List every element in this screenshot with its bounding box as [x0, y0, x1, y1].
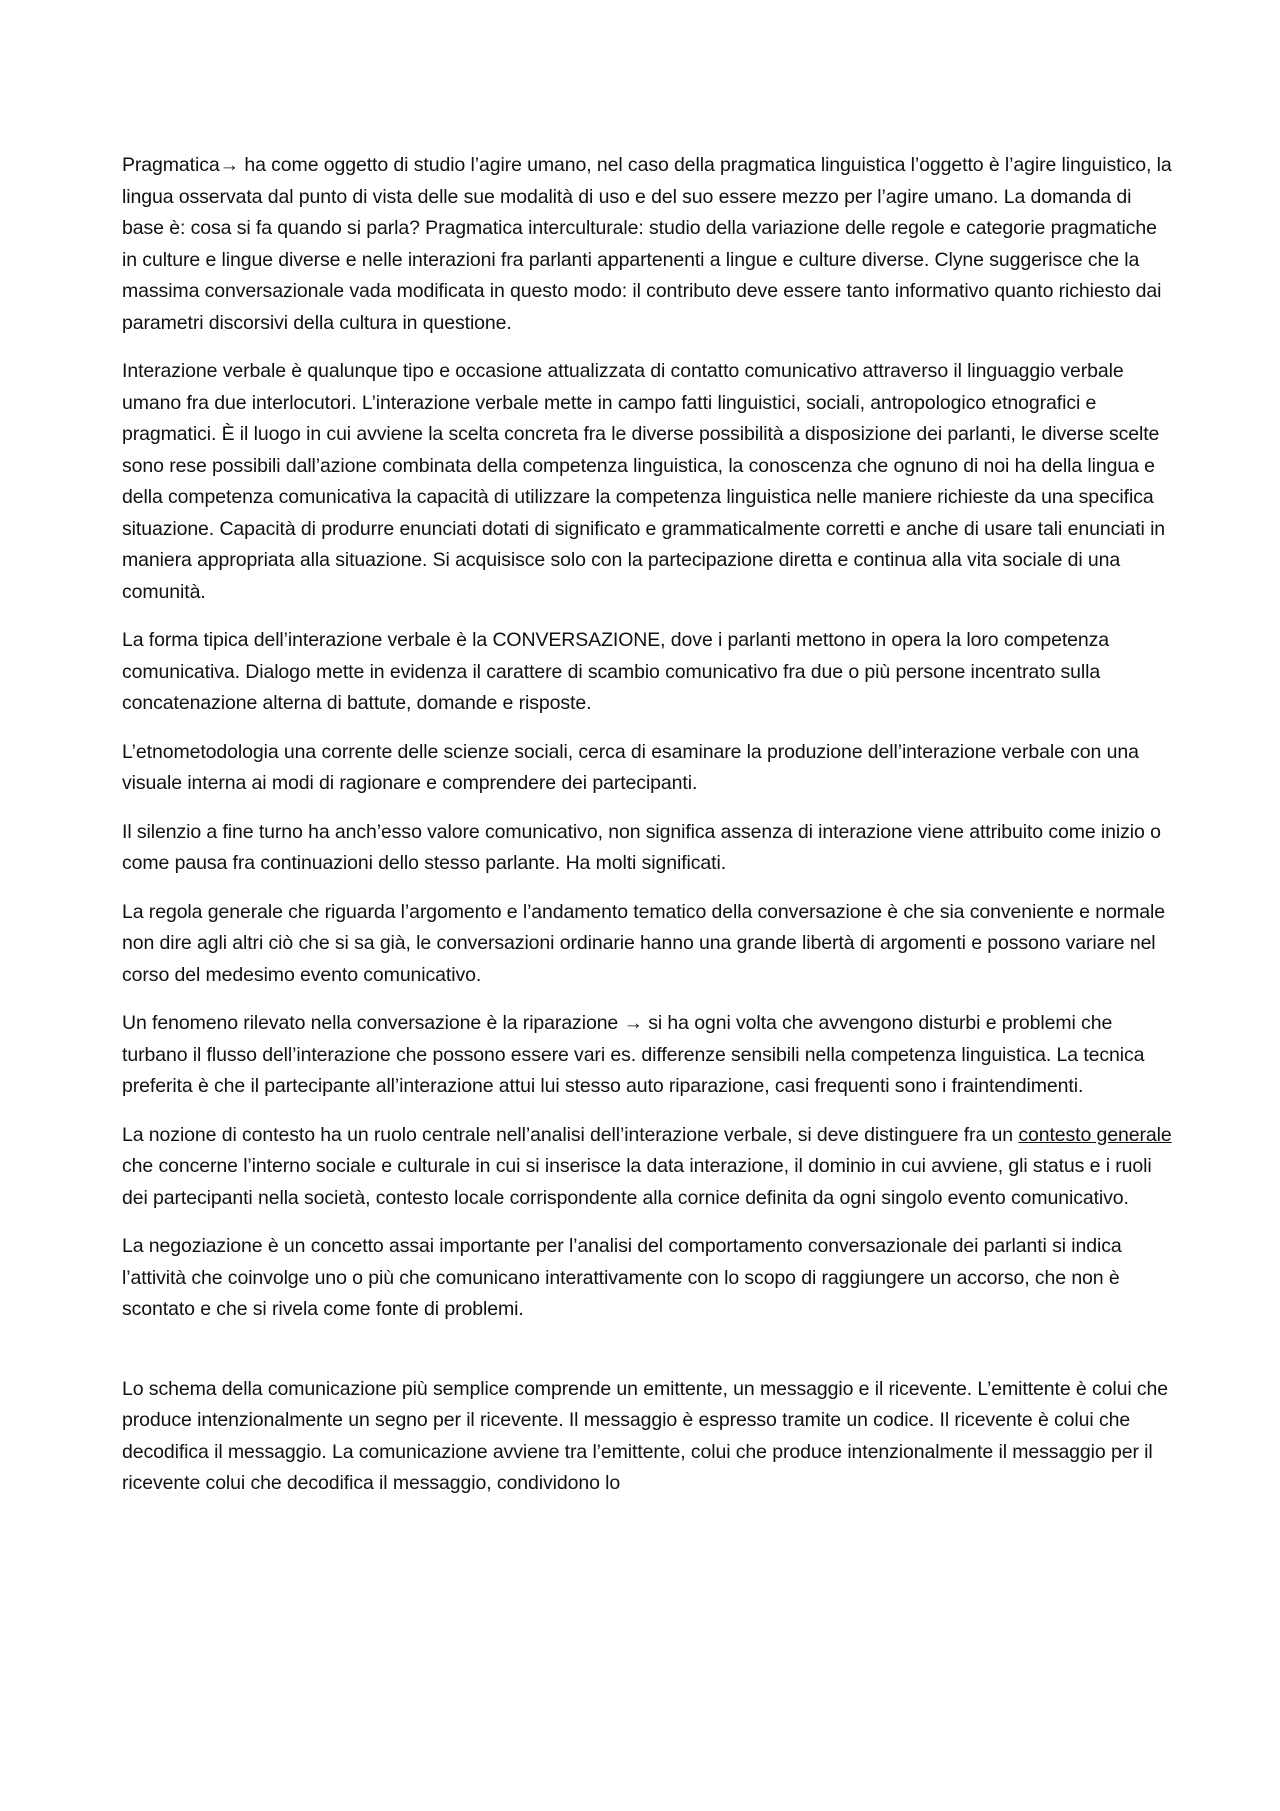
arrow-right-icon: →	[623, 1012, 643, 1034]
paragraph-regola-generale: La regola generale che riguarda l’argomento e l’andamento tematico della conversazione è che sia conveniente e normale non dire agli altri ciò che si sa già, le conversazioni ordinarie hanno una grande libertà di argomenti e possono variare nel corso del medesimo evento comunicativo.	[122, 900, 1165, 986]
paragraph-negoziazione: La negoziazione è un concetto assai importante per l’analisi del comportamento conversazionale dei parlanti si indica l’attività che coinvolge uno o più che comunicano interattivamente con lo scopo di raggiungere un accorso, che non è scontato e che si rivela come fonte di problemi.	[122, 1235, 1122, 1320]
paragraph-pragmatica	[122, 150, 1172, 339]
paragraph-contesto	[122, 1120, 1172, 1215]
term-pragmatica: Pragmatica	[122, 154, 220, 176]
paragraph-text: ha come oggetto di studio l’agire umano, nel caso della pragmatica linguistica l’oggetto è l’agire linguistico, la lingua osservata dal punto di vista delle sue modalità di uso e del suo essere mezzo per l’agire umano. La domanda di base è: cosa si fa quando si parla? Pragmatica interculturale: studio della variazione delle regole e categorie pragmatiche in culture e lingue diverse e nelle interazioni fra parlanti appartenenti a lingue e culture diverse. Clyne suggerisce che la massima conversazionale vada modificata in questo modo: il contributo deve essere tanto informativo quanto richiesto dai parametri discorsivi della cultura in questione.	[122, 154, 1172, 334]
paragraph-text: La nozione di contesto ha un ruolo centrale nell’analisi dell’interazione verbale, si deve distinguere fra un	[122, 1123, 1019, 1146]
paragraph-interazione-verbale: Interazione verbale è qualunque tipo e occasione attualizzata di contatto comunicativo attraverso il linguaggio verbale umano fra due interlocutori. L’interazione verbale mette in campo fatti linguistici, sociali, antropologico etnografici e pragmatici. È il luogo in cui avviene la scelta concreta fra le diverse possibilità a disposizione dei parlanti, le diverse scelte sono rese possibili dall’azione combinata della competenza linguistica, la conoscenza che ognuno di noi ha della lingua e della competenza comunicativa la capacità di utilizzare la competenza linguistica nelle maniere richieste da una specifica situazione. Capacità di produrre enunciati dotati di significato e grammaticalmente corretti e anche di usare tali enunciati in maniera appropriata alla situazione. Si acquisisce solo con la partecipazione diretta e continua alla vita sociale di una comunità.	[122, 360, 1166, 603]
paragraph-etnometodologia: L’etnometodologia una corrente delle scienze sociali, cerca di esaminare la produzione dell’interazione verbale con una visuale interna ai modi di ragionare e comprendere dei partecipanti.	[122, 740, 1139, 794]
arrow-right-icon: →	[219, 154, 240, 176]
underlined-term: contesto generale	[1018, 1123, 1172, 1146]
paragraph-text: che concerne l’interno sociale e culturale in cui si inserisce la data interazione, il dominio in cui avviene, gli status e i ruoli dei partecipanti nella società, contesto locale corrispondente alla cornice definita da ogni singolo evento comunicativo.	[122, 1155, 1152, 1209]
document-page	[122, 150, 1172, 1517]
paragraph-schema-comunicazione: Lo schema della comunicazione più semplice comprende un emittente, un messaggio e il ricevente. L’emittente è colui che produce intenzionalmente un segno per il ricevente. Il messaggio è espresso tramite un codice. Il ricevente è colui che decodifica il messaggio. La comunicazione avviene tra l’emittente, colui che produce intenzionalmente il messaggio per il ricevente colui che decodifica il messaggio, condividono lo	[122, 1377, 1169, 1494]
paragraph-silenzio: Il silenzio a fine turno ha anch’esso valore comunicativo, non significa assenza di interazione viene attribuito come inizio o come pausa fra continuazioni dello stesso parlante. Ha molti significati.	[122, 820, 1161, 874]
paragraph-conversazione: La forma tipica dell’interazione verbale è la CONVERSAZIONE, dove i parlanti mettono in opera la loro competenza comunicativa. Dialogo mette in evidenza il carattere di scambio comunicativo fra due o più persone incentrato sulla concatenazione alterna di battute, domande e risposte.	[122, 629, 1110, 714]
paragraph-text: Un fenomeno rilevato nella conversazione è la riparazione	[122, 1012, 624, 1034]
paragraph-riparazione	[122, 1008, 1172, 1103]
paragraph-text: si ha ogni volta che avvengono disturbi e problemi che turbano il flusso dell’interazione che possono essere vari es. differenze sensibili nella competenza linguistica. La tecnica preferita è che il partecipante all’interazione attui lui stesso auto riparazione, casi frequenti sono i fraintendimenti.	[122, 1012, 1145, 1097]
